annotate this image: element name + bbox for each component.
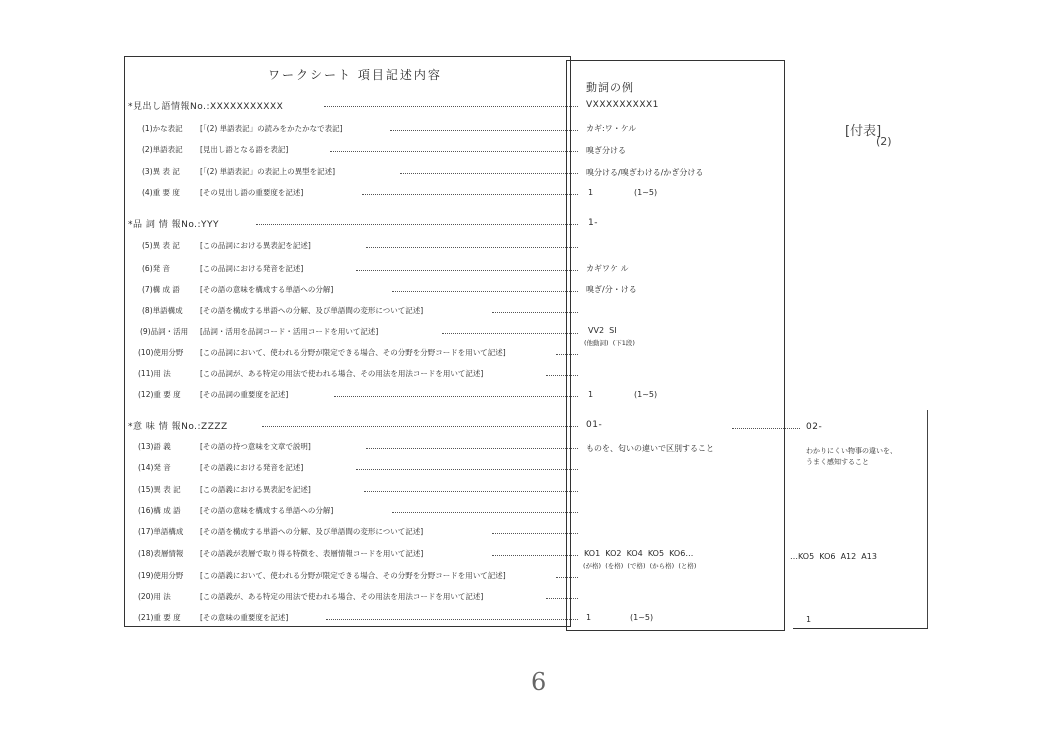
surface-info-case-gloss: (が格) (を格) (で格) (から格) (と格)	[583, 562, 697, 570]
item-example-value: カギワケ ル	[586, 264, 629, 273]
item-label: (12)重 要 度	[138, 390, 181, 399]
sense-2-definition-line1: わかりにくい物事の違いを、	[806, 447, 897, 455]
item-description: [この品詞が、ある特定の用法で使われる場合、その用法を用法コードを用いて記述]	[200, 369, 484, 378]
item-description: [この品詞における異表記を記述]	[200, 241, 311, 250]
item-description: [その語の持つ意味を文章で説明]	[200, 442, 311, 451]
item-label: (16)構 成 語	[138, 506, 181, 515]
item-description: [この品詞において、使われる分野が限定できる場合、その分野を分野コードを用いて記述]	[200, 348, 506, 357]
item-description: [その語義が表層で取り得る特徴を、表層情報コードを用いて記述]	[200, 549, 424, 558]
pos-conjugation-gloss: (他動詞) (下1段)	[584, 339, 635, 347]
leader-line	[334, 396, 578, 397]
meaning-info-header: *意 味 情 報No.:ZZZZ	[128, 422, 228, 432]
item-example-value: 嗅ぎ分ける	[586, 146, 626, 155]
item-description: [その語の意味を構成する単語への分解]	[200, 285, 334, 294]
item-description: [その見出し語の重要度を記述]	[200, 188, 304, 197]
pos-info-header: *品 詞 情 報No.:YYY	[128, 220, 220, 230]
item-description: [品詞・活用を品詞コード・活用コードを用いて記述]	[200, 327, 379, 336]
item-description: [この語義が、ある特定の用法で使われる場合、その用法を用法コードを用いて記述]	[200, 592, 484, 601]
item-description: [見出し語となる語を表記]	[200, 145, 289, 154]
leader-line	[362, 194, 578, 195]
leader-line	[330, 151, 578, 152]
item-label: (2)単語表記	[142, 145, 183, 154]
annex-label: [付表]	[845, 124, 882, 139]
leader-line	[400, 173, 578, 174]
leader-line	[364, 491, 578, 492]
item-label: (15)異 表 記	[138, 485, 181, 494]
leader-line	[442, 333, 578, 334]
leader-line	[556, 577, 578, 578]
sense-2-definition-line2: うまく感知すること	[806, 458, 869, 466]
item-label: (3)異 表 記	[142, 167, 180, 176]
example-title: 動詞の例	[586, 81, 634, 94]
leader-line	[366, 247, 578, 248]
leader-line	[492, 555, 578, 556]
pos-conjugation-code: VV2 SI	[588, 326, 617, 335]
item-description: [その語義における発音を記述]	[200, 463, 304, 472]
item-description: [その語の意味を構成する単語への分解]	[200, 506, 334, 515]
second-sense-column-rule	[927, 410, 928, 628]
item-label: (13)語 義	[138, 442, 171, 451]
sense-1-definition: ものを、匂いの違いで区別すること	[586, 444, 714, 453]
importance-range-note: (1~5)	[630, 613, 654, 622]
item-label: (14)発 音	[138, 463, 171, 472]
meaning-value-1: 01-	[586, 420, 603, 430]
headword-info-header: *見出し語情報No.:XXXXXXXXXXX	[128, 102, 284, 112]
item-label: (20)用 法	[138, 592, 171, 601]
item-description: [その品詞の重要度を記述]	[200, 390, 289, 399]
item-label: (6)発 音	[142, 264, 171, 273]
item-label: (1)かな表記	[142, 124, 183, 133]
item-description: [その意味の重要度を記述]	[200, 613, 289, 622]
item-example-value: カギ:ワ・ケル	[586, 124, 637, 133]
surface-info-codes-sense-1: KO1 KO2 KO4 KO5 KO6…	[584, 549, 694, 558]
leader-line	[546, 375, 578, 376]
annex-number: (2)	[876, 135, 892, 148]
item-description: [「(2) 単語表記」の表記上の異型を記述]	[200, 167, 336, 176]
item-label: (7)構 成 語	[142, 285, 180, 294]
leader-line	[556, 354, 578, 355]
importance-value: 1	[588, 390, 594, 399]
item-label: (19)使用分野	[138, 571, 184, 580]
item-label: (11)用 法	[138, 369, 171, 378]
worksheet-title: ワークシート 項目記述内容	[268, 68, 442, 82]
item-description: [この語義における異表記を記述]	[200, 485, 311, 494]
leader-line	[356, 270, 578, 271]
item-label: (4)重 要 度	[142, 188, 180, 197]
item-example-value: 嗅ぎ/分・ける	[586, 285, 637, 294]
leader-line	[366, 448, 578, 449]
leader-line	[392, 291, 578, 292]
leader-line	[546, 598, 578, 599]
page-number: 6	[531, 668, 547, 696]
item-description: [「(2) 単語表記」の読みをかたかなで表記]	[200, 124, 343, 133]
item-description: [その語を構成する単語への分解、及び単語間の変形について記述]	[200, 306, 424, 315]
item-label: (5)異 表 記	[142, 241, 180, 250]
pos-value: 1-	[588, 218, 598, 228]
item-description: [この語義において、使われる分野が限定できる場合、その分野を分野コードを用いて記述]	[200, 571, 506, 580]
item-label: (8)単語構成	[142, 306, 183, 315]
bottom-rule-right	[793, 628, 928, 629]
leader-line	[390, 130, 578, 131]
item-label: (18)表層情報	[138, 549, 184, 558]
surface-info-codes-sense-2: …KO5 KO6 A12 A13	[790, 552, 877, 561]
importance-range-note: (1~5)	[634, 390, 658, 399]
leader-line	[356, 469, 578, 470]
item-example-value: 嗅分ける/嗅ぎわける/かぎ分ける	[586, 168, 704, 177]
leader-line	[392, 512, 578, 513]
item-description: [その語を構成する単語への分解、及び単語間の変形について記述]	[200, 527, 424, 536]
item-description: [この品詞における発音を記述]	[200, 264, 304, 273]
importance-value: 1	[588, 188, 594, 197]
leader-line	[324, 106, 578, 107]
leader-line	[492, 312, 578, 313]
item-label: (17)単語構成	[138, 527, 184, 536]
item-label: (10)使用分野	[138, 348, 184, 357]
worksheet-left-frame	[124, 56, 571, 627]
item-label: (9)品詞・活用	[140, 327, 189, 336]
leader-line	[262, 426, 578, 427]
meaning-value-2: 02-	[806, 422, 823, 432]
importance-value: 1	[586, 613, 592, 622]
leader-line	[492, 533, 578, 534]
item-label: (21)重 要 度	[138, 613, 181, 622]
importance-range-note: (1~5)	[634, 188, 658, 197]
leader-line	[326, 619, 578, 620]
headword-value: VXXXXXXXXX1	[586, 100, 659, 110]
importance-value-sense-2: 1	[806, 615, 812, 624]
bottom-rule-left	[370, 626, 570, 627]
leader-line	[732, 428, 800, 429]
leader-line	[256, 224, 578, 225]
